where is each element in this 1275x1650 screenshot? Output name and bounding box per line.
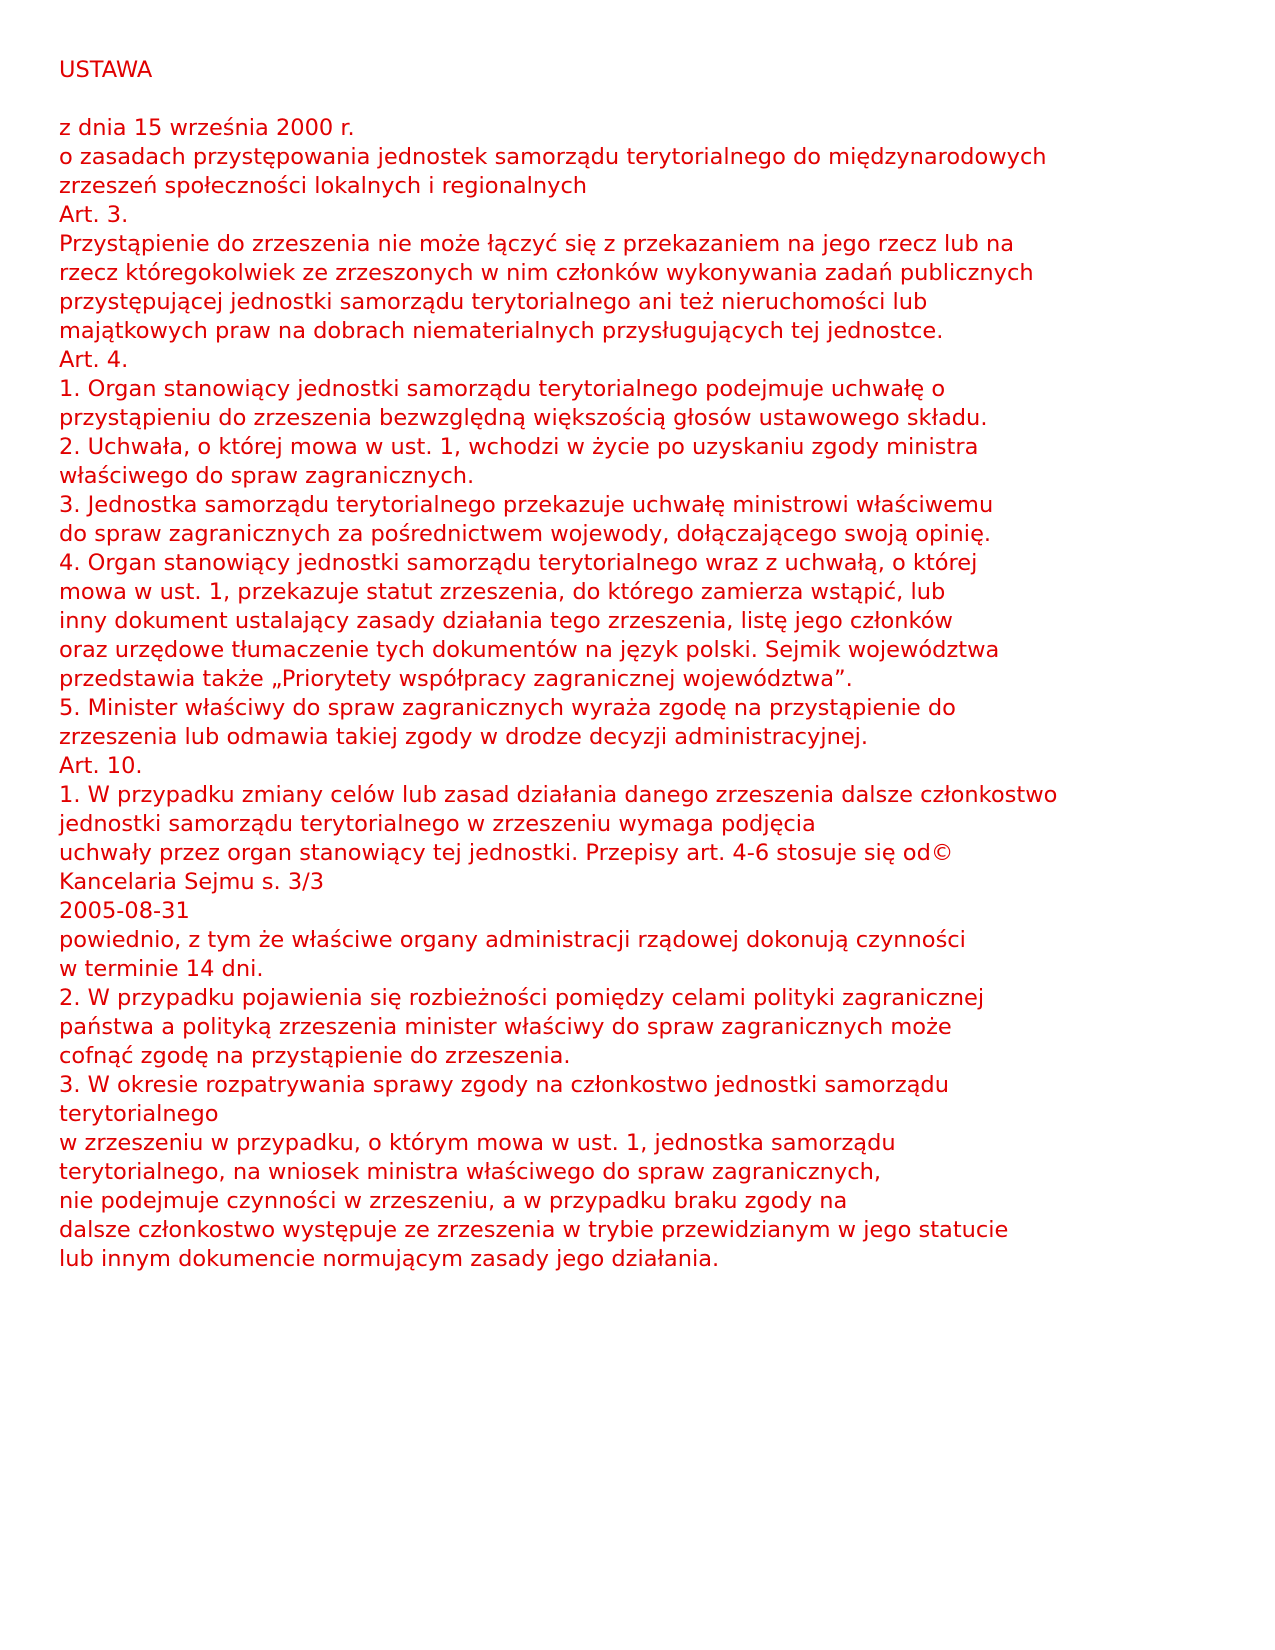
text-line: powiednio, z tym że właściwe organy administracji rządowej dokonują czynności: [59, 927, 966, 953]
text-line: z dnia 15 września 2000 r.: [59, 115, 355, 141]
text-line: Art. 3.: [59, 202, 129, 228]
text-line: terytorialnego, na wniosek ministra właściwego do spraw zagranicznych,: [59, 1159, 881, 1185]
text-line: zrzeszeń społeczności lokalnych i regionalnych: [59, 173, 588, 199]
text-line: 3. W okresie rozpatrywania sprawy zgody na członkostwo jednostki samorządu: [59, 1072, 949, 1098]
text-line: oraz urzędowe tłumaczenie tych dokumentów na język polski. Sejmik województwa: [59, 637, 1000, 663]
text-line: dalsze członkostwo występuje ze zrzeszenia w trybie przewidzianym w jego statucie: [59, 1217, 1009, 1243]
text-line: 2. W przypadku pojawienia się rozbieżności pomiędzy celami polityki zagranicznej: [59, 985, 985, 1011]
text-line: przystąpieniu do zrzeszenia bezwzględną większością głosów ustawowego składu.: [59, 405, 988, 431]
text-line: 5. Minister właściwy do spraw zagranicznych wyraża zgodę na przystąpienie do: [59, 695, 956, 721]
text-line: Art. 10.: [59, 753, 143, 779]
text-line: jednostki samorządu terytorialnego w zrzeszeniu wymaga podjęcia: [59, 811, 816, 837]
text-line: w zrzeszeniu w przypadku, o którym mowa w ust. 1, jednostka samorządu: [59, 1130, 896, 1156]
text-line: 3. Jednostka samorządu terytorialnego przekazuje uchwałę ministrowi właściwemu: [59, 492, 994, 518]
text-line: o zasadach przystępowania jednostek samorządu terytorialnego do międzynarodowych: [59, 144, 1047, 170]
document-lines: [59, 114, 1259, 1274]
text-line: państwa a polityką zrzeszenia minister właściwy do spraw zagranicznych może: [59, 1014, 952, 1040]
text-line: zrzeszenia lub odmawia takiej zgody w drodze decyzji administracyjnej.: [59, 724, 869, 750]
text-line: rzecz któregokolwiek ze zrzeszonych w nim członków wykonywania zadań publicznych: [59, 260, 1034, 286]
document-title: USTAWA: [59, 57, 153, 83]
text-line: nie podejmuje czynności w zrzeszeniu, a w przypadku braku zgody na: [59, 1188, 848, 1214]
text-line: terytorialnego: [59, 1101, 219, 1127]
text-line: uchwały przez organ stanowiący tej jednostki. Przepisy art. 4-6 stosuje się od©: [59, 840, 954, 866]
text-line: w terminie 14 dni.: [59, 956, 264, 982]
text-line: przedstawia także „Priorytety współpracy zagranicznej województwa”.: [59, 666, 853, 692]
text-line: 1. W przypadku zmiany celów lub zasad działania danego zrzeszenia dalsze członkostwo: [59, 782, 1058, 808]
text-line: inny dokument ustalający zasady działania tego zrzeszenia, listę jego członków: [59, 608, 953, 634]
document-body: [59, 56, 1259, 1274]
text-line: cofnąć zgodę na przystąpienie do zrzeszenia.: [59, 1043, 571, 1069]
text-line: 2. Uchwała, o której mowa w ust. 1, wchodzi w życie po uzyskaniu zgody ministra: [59, 434, 979, 460]
text-line: Przystąpienie do zrzeszenia nie może łączyć się z przekazaniem na jego rzecz lub na: [59, 231, 1014, 257]
text-line: lub innym dokumencie normującym zasady jego działania.: [59, 1246, 720, 1272]
text-line: 4. Organ stanowiący jednostki samorządu terytorialnego wraz z uchwałą, o której: [59, 550, 978, 576]
text-line: przystępującej jednostki samorządu terytorialnego ani też nieruchomości lub: [59, 289, 928, 315]
text-line: mowa w ust. 1, przekazuje statut zrzeszenia, do którego zamierza wstąpić, lub: [59, 579, 946, 605]
text-line: 1. Organ stanowiący jednostki samorządu terytorialnego podejmuje uchwałę o: [59, 376, 946, 402]
text-line: właściwego do spraw zagranicznych.: [59, 463, 475, 489]
text-line: do spraw zagranicznych za pośrednictwem wojewody, dołączającego swoją opinię.: [59, 521, 992, 547]
text-line: Art. 4.: [59, 347, 129, 373]
text-line: 2005-08-31: [59, 898, 190, 924]
text-line: Kancelaria Sejmu s. 3/3: [59, 869, 325, 895]
blank-line: [59, 85, 1259, 114]
text-line: majątkowych praw na dobrach niematerialnych przysługujących tej jednostce.: [59, 318, 944, 344]
